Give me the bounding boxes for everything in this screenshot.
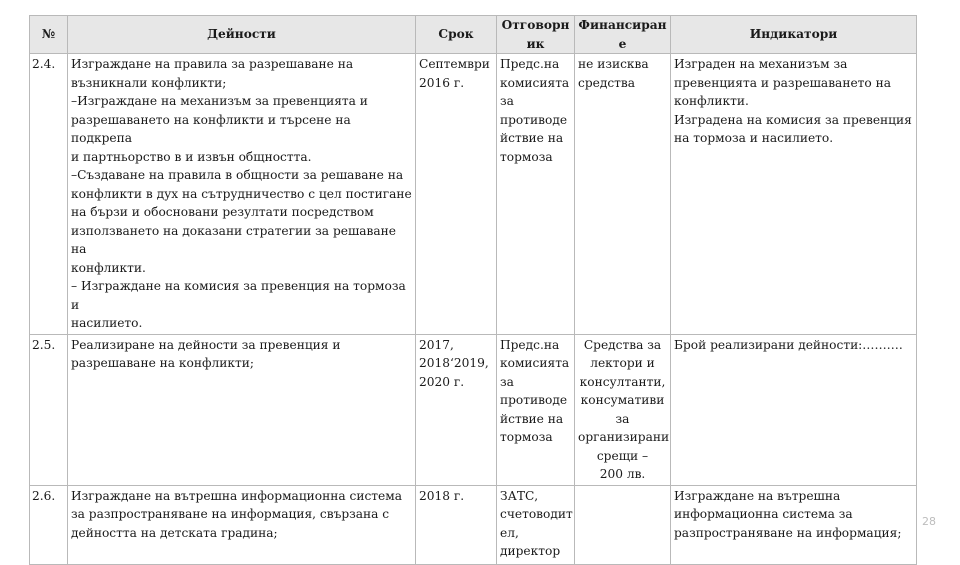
- row-activity: Изграждане на вътрешна информационна система за разпространяване на информация, свързана с дейността на детската градина;: [68, 485, 416, 564]
- header-indicators: Индикатори: [671, 16, 917, 54]
- row-indicators: Изграден на механизъм за превенцията и разрешаването на конфликти. Изградена на комисия за превенция на тормоза и насилието.: [671, 54, 917, 335]
- header-responsible: Отговорн ик: [497, 16, 575, 54]
- row-deadline: Септември 2016 г.: [416, 54, 497, 335]
- table-row: [30, 334, 917, 485]
- row-responsible: Предс.на комисията за противоде йствие на тормоза: [497, 54, 575, 335]
- header-financing: Финансиран е: [575, 16, 671, 54]
- row-deadline: 2018 г.: [416, 485, 497, 564]
- header-number: №: [30, 16, 68, 54]
- header-deadline: Срок: [416, 16, 497, 54]
- row-indicators: Брой реализирани дейности:……….: [671, 334, 917, 485]
- row-financing: [575, 485, 671, 564]
- table-row: [30, 54, 917, 335]
- row-number: 2.5.: [30, 334, 68, 485]
- row-responsible: Предс.на комисията за противоде йствие на тормоза: [497, 334, 575, 485]
- row-indicators: Изграждане на вътрешна информационна система за разпространяване на информация;: [671, 485, 917, 564]
- page-number: 28: [922, 515, 936, 528]
- row-responsible: ЗАТС, счетоводит ел, директор: [497, 485, 575, 564]
- row-activity: Изграждане на правила за разрешаване на възникнали конфликти; –Изграждане на механизъм за превенцията и разрешаването на конфликти и търсене на подкрепа и партньорство в и извън общността. –Създаване на правила в общности за решаване на конфликти в дух на сътрудничество с цел постигане на бързи и обосновани резултати посредством използването на доказани стратегии за решаване на конфликти. – Изграждане на комисия за превенция на тормоза и насилието.: [68, 54, 416, 335]
- row-number: 2.4.: [30, 54, 68, 335]
- row-number: 2.6.: [30, 485, 68, 564]
- row-financing: не изисква средства: [575, 54, 671, 335]
- table-row: [30, 485, 917, 564]
- row-activity: Реализиране на дейности за превенция и разрешаване на конфликти;: [68, 334, 416, 485]
- row-deadline: 2017, 2018‘2019, 2020 г.: [416, 334, 497, 485]
- header-activities: Дейности: [68, 16, 416, 54]
- row-financing: Средства за лектори и консултанти, консумативи за организирани срещи – 200 лв.: [575, 334, 671, 485]
- table-header-row: [30, 16, 917, 54]
- activities-table: [29, 15, 917, 565]
